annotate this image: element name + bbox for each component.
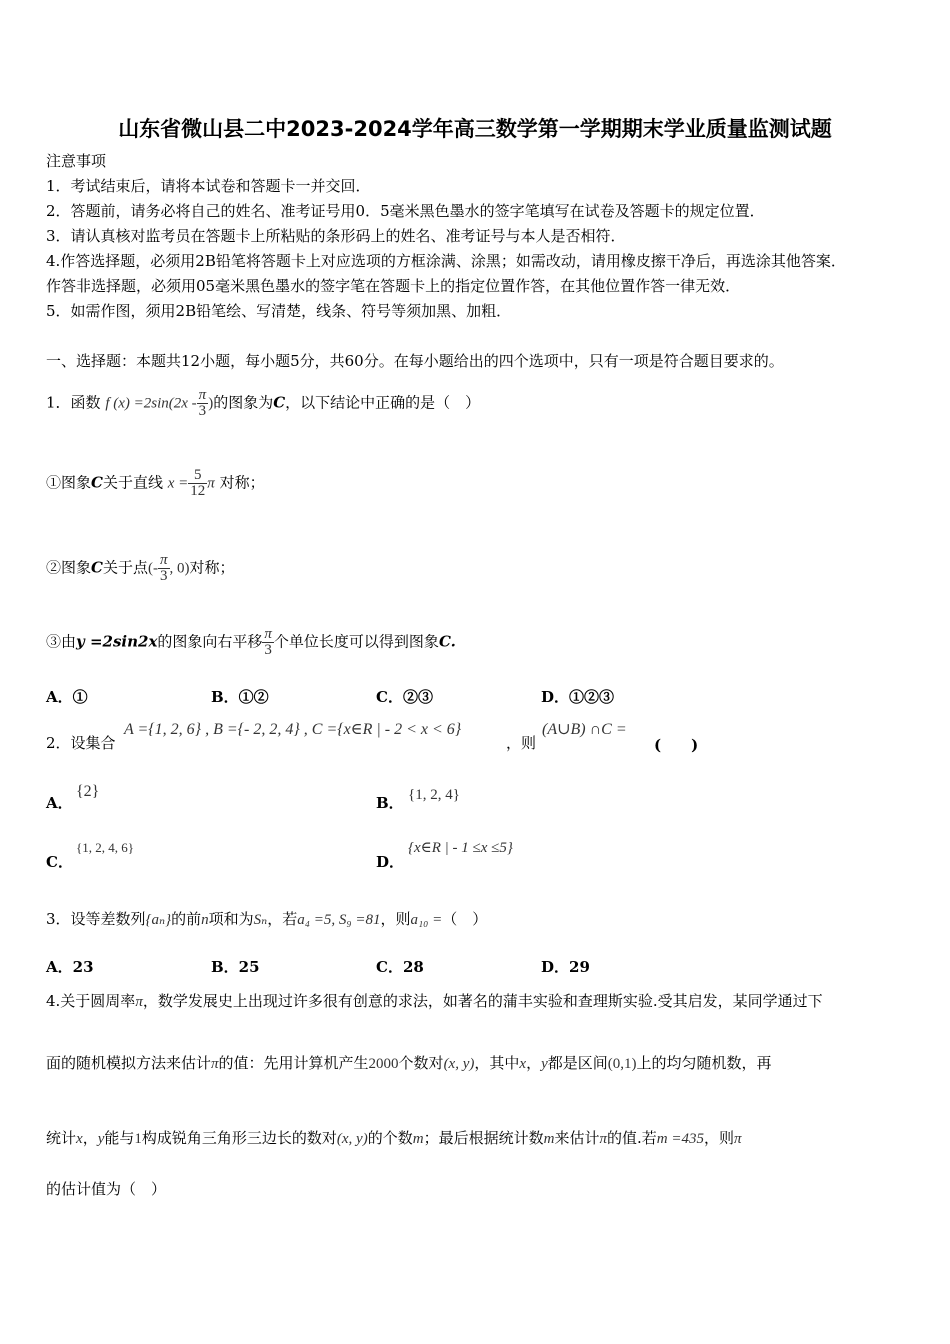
section-heading: 一、选择题：本题共12小题，每小题5分，共60分。在每小题给出的四个选项中，只有一项是符合题目要求的。 xyxy=(46,352,784,370)
q1-option-c: C．②③ xyxy=(376,688,433,706)
q2-option-d-label: D． xyxy=(376,853,405,871)
q2-option-c: {1, 2, 4, 6} xyxy=(76,840,134,855)
q3-option-c: C．28 xyxy=(376,958,424,976)
q1-statement-2: ②图象C关于点(- $\frac{\pi}{3}$ , 0)对称； xyxy=(46,552,235,584)
question-3-stem: 3．设等差数列{aₙ}的前n项和为Sₙ，若a₄ =5, S₉ =81，则a₁₀ =（ ） xyxy=(46,910,488,928)
q1-s3-fraction: $\frac{\pi}{3}$ xyxy=(264,626,272,658)
q3-option-a: A．23 xyxy=(46,958,94,976)
q2-option-c-label: C． xyxy=(46,853,73,871)
q1-fraction: $\frac{\pi}{3}$ xyxy=(198,387,207,419)
q2-number: 2．设集合 xyxy=(46,734,116,752)
q1-statement-3: ③由y =2sin2x的图象向右平移 $\frac{\pi}{3}$ 个单位长度可以得到图象C. xyxy=(46,626,456,658)
note-item-4b: 作答非选择题，必须用05毫米黑色墨水的签字笔在答题卡上的指定位置作答，在其他位置作答一律无效． xyxy=(46,277,741,295)
page-title: 山东省微山县二中2023-2024学年高三数学第一学期期末学业质量监测试题 xyxy=(118,117,832,141)
q4-line-1: 4.关于圆周率π，数学发展史上出现过许多很有创意的求法，如著名的蒲丰实验和查理斯实验.受其启发，某同学通过下 xyxy=(46,992,823,1010)
q2-option-a-label: A． xyxy=(46,794,73,812)
q4-line-3: 统计x，y能与1构成锐角三角形三边长的数对(x, y)的个数m；最后根据统计数m来估计π的值.若m =435，则π xyxy=(46,1129,742,1147)
q2-option-b: {1, 2, 4} xyxy=(408,787,460,803)
q4-line-2: 面的随机模拟方法来估计π的值：先用计算机产生2000个数对(x, y)，其中x，y都是区间(0,1)上的均匀随机数，再 xyxy=(46,1054,772,1072)
q2-sets: A ={1, 2, 6} , B ={- 2, 2, 4} , C ={x∈R | - 2 < x < 6} xyxy=(124,721,462,738)
q2-option-d: {x∈R | - 1 ≤x ≤5} xyxy=(408,840,513,856)
q2-option-a: {2} xyxy=(76,783,100,800)
note-item-2: 2．答题前，请务必将自己的姓名、准考证号用0．5毫米黑色墨水的签字笔填写在试卷及答题卡的规定位置． xyxy=(46,202,765,220)
q1-option-d: D．①②③ xyxy=(541,688,615,706)
note-item-5: 5．如需作图，须用2B铅笔绘、写清楚，线条、符号等须加黑、加粗． xyxy=(46,302,512,320)
q2-paren: ( ) xyxy=(654,736,699,754)
q1-statement-1: ①图象C关于直线 x = $\frac{5}{12}$ π 对称； xyxy=(46,467,265,499)
q2-expression: (A∪B) ∩C = xyxy=(542,721,627,738)
q2-option-b-label: B． xyxy=(376,794,404,812)
question-1-stem: 1．函数 f (x) =2sin(2x - $\frac{\pi}{3}$ )的图象为C，以下结论中正确的是（ ） xyxy=(46,387,481,419)
note-item-3: 3．请认真核对监考员在答题卡上所粘贴的条形码上的姓名、准考证号与本人是否相符． xyxy=(46,227,626,245)
q1-number: 1．函数 xyxy=(46,393,101,412)
q1-s1-fraction: $\frac{5}{12}$ xyxy=(190,467,206,499)
q4-line-4: 的估计值为（ ） xyxy=(46,1180,167,1198)
note-item-4: 4.作答选择题，必须用2B铅笔将答题卡上对应选项的方框涂满、涂黑；如需改动，请用橡皮擦干净后，再选涂其他答案． xyxy=(46,252,846,270)
q2-then: ，则 xyxy=(506,734,537,752)
q1-formula: f (x) =2sin(2x - xyxy=(105,395,197,412)
q1-option-a: A．① xyxy=(46,688,88,706)
notes-heading: 注意事项 xyxy=(46,152,107,170)
q1-s2-fraction: $\frac{\pi}{3}$ xyxy=(159,552,168,584)
q3-option-b: B．25 xyxy=(211,958,260,976)
note-item-1: 1．考试结束后，请将本试卷和答题卡一并交回． xyxy=(46,177,371,195)
q1-option-b: B．①② xyxy=(211,688,269,706)
q3-option-d: D．29 xyxy=(541,958,590,976)
